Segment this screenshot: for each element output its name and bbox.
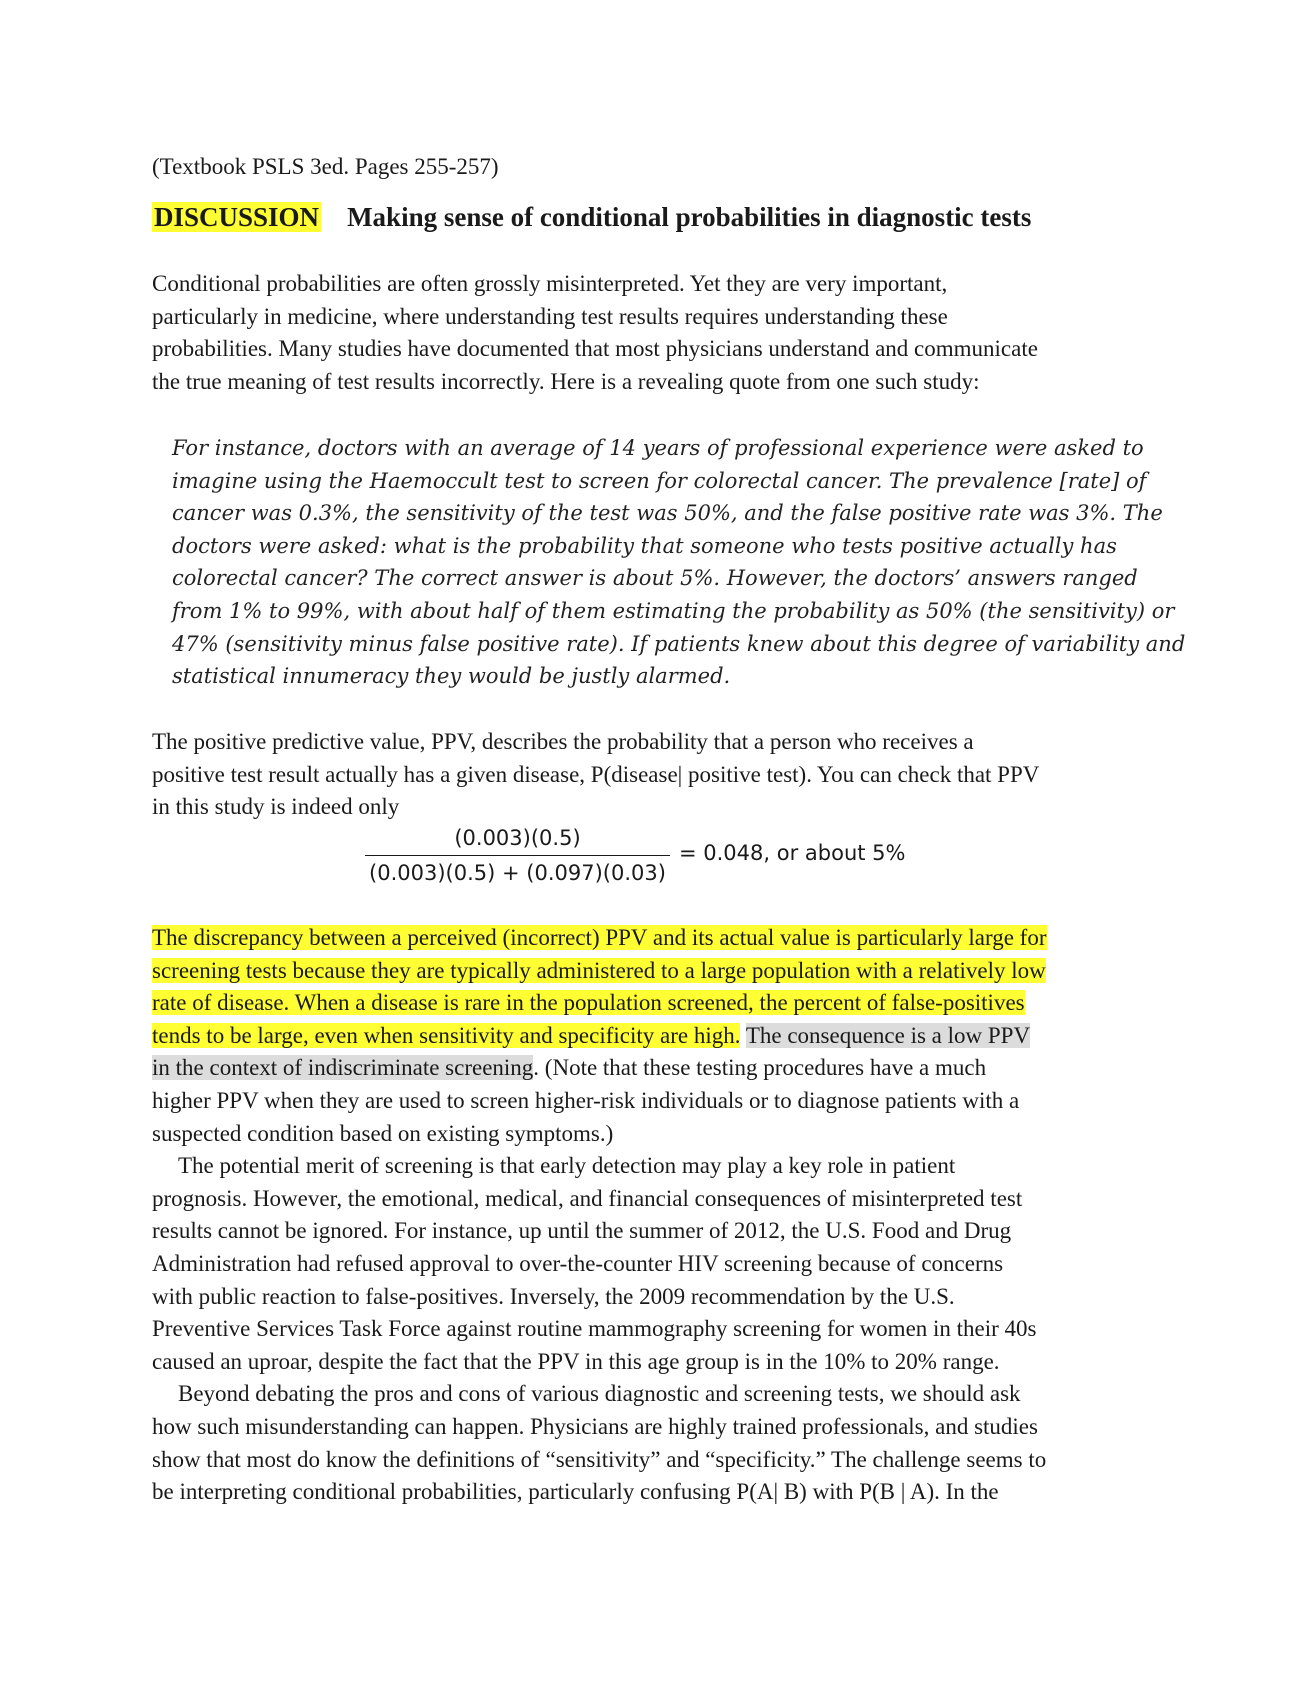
quote-line: from 1% to 99%, with about half of them estimating the probability as 50% (the sensitivity) or	[172, 598, 1175, 623]
heading-keyword: DISCUSSION	[154, 202, 320, 232]
text-line: in this study is indeed only	[152, 794, 400, 820]
ppv-paragraph	[152, 726, 1142, 824]
text-line: higher PPV when they are used to screen higher-risk individuals or to diagnose patients with a	[152, 1087, 1020, 1113]
quote-line: 47% (sensitivity minus false positive rate). If patients knew about this degree of variability and	[172, 631, 1186, 656]
block-quote	[172, 432, 1186, 693]
text-line: Conditional probabilities are often grossly misinterpreted. Yet they are very important,	[152, 271, 948, 296]
quote-line: statistical innumeracy they would be justly alarmed.	[172, 664, 731, 689]
highlight-gray: in the context of indiscriminate screening	[152, 1055, 534, 1081]
text-line	[152, 955, 1142, 988]
quote-line: imagine using the Haemoccult test to screen for colorectal cancer. The prevalence [rate] of	[172, 468, 1147, 493]
quote-line: For instance, doctors with an average of 14 years of professional experience were asked to	[172, 436, 1144, 460]
text-line: Preventive Services Task Force against routine mammography screening for women in their 40s	[152, 1316, 1037, 1342]
text-line: The positive predictive value, PPV, describes the probability that a person who receives a	[152, 729, 974, 754]
text-line: particularly in medicine, where understanding test results requires understanding these	[152, 303, 948, 329]
text-line: prognosis. However, the emotional, medical, and financial consequences of misinterpreted test	[152, 1185, 1023, 1211]
highlight-gray: The consequence is a low PPV	[745, 1022, 1031, 1048]
plain-text: . (Note that these testing procedures have a much	[533, 1055, 987, 1081]
text-line	[152, 1020, 1142, 1053]
highlight-yellow: rate of disease.	[152, 990, 290, 1016]
quote-line: colorectal cancer? The correct answer is about 5%. However, the doctors’ answers ranged	[172, 566, 1138, 591]
source-note: (Textbook PSLS 3ed. Pages 255-257)	[152, 154, 499, 179]
ppv-equation	[365, 823, 965, 883]
text-line: probabilities. Many studies have documented that most physicians understand and communicate	[152, 336, 1038, 362]
quote-line: doctors were asked: what is the probability that someone who tests positive actually has	[172, 533, 1117, 558]
quote-line: cancer was 0.3%, the sensitivity of the test was 50%, and the false positive rate was 3%. The	[172, 501, 1163, 526]
text-line: results cannot be ignored. For instance, up until the summer of 2012, the U.S. Food and Drug	[152, 1218, 1012, 1244]
highlight-yellow: When a disease is rare in the population screened, the percent of false-positives	[289, 990, 1025, 1016]
text-line: caused an uproar, despite the fact that the PPV in this age group is in the 10% to 20% range.	[152, 1348, 1000, 1374]
equation-numerator: (0.003)(0.5)	[454, 826, 581, 850]
heading-title: Making sense of conditional probabilities in diagnostic tests	[347, 202, 1032, 232]
text-line: The potential merit of screening is that early detection may play a key role in patient	[178, 1153, 956, 1179]
text-line	[152, 922, 1142, 955]
text-line	[152, 1052, 1142, 1085]
text-line: show that most do know the definitions of “sensitivity” and “specificity.” The challenge seems to	[152, 1446, 1047, 1472]
text-line: the true meaning of test results incorrectly. Here is a revealing quote from one such study:	[152, 368, 980, 394]
fraction	[365, 823, 670, 887]
highlight-yellow: screening tests because they are typically administered to a large population with a relatively low	[152, 957, 1046, 983]
intro-paragraph	[152, 268, 1142, 398]
spacer	[740, 1023, 745, 1048]
text-line: Beyond debating the pros and cons of various diagnostic and screening tests, we should ask	[178, 1381, 1021, 1407]
fraction-bar	[365, 855, 670, 856]
equation-denominator: (0.003)(0.5) + (0.097)(0.03)	[369, 861, 666, 885]
equation-result: = 0.048, or about 5%	[679, 841, 906, 865]
text-line: Administration had refused approval to over-the-counter HIV screening because of concerns	[152, 1250, 1004, 1276]
text-line: with public reaction to false-positives. Inversely, the 2009 recommendation by the U.S.	[152, 1283, 955, 1309]
text-line	[152, 987, 1142, 1020]
highlight-yellow: The discrepancy between a perceived (incorrect) PPV and its actual value is particularly large for	[152, 925, 1047, 950]
text-line: suspected condition based on existing symptoms.)	[152, 1120, 614, 1146]
section-heading	[152, 200, 1031, 234]
discussion-body	[152, 922, 1142, 1509]
text-line: positive test result actually has a given disease, P(disease| positive test). You can check that PPV	[152, 761, 1040, 787]
text-line: how such misunderstanding can happen. Physicians are highly trained professionals, and studies	[152, 1413, 1038, 1439]
text-line: be interpreting conditional probabilities, particularly confusing P(A| B) with P(B | A). In the	[152, 1479, 999, 1505]
highlight-yellow: tends to be large, even when sensitivity and specificity are high.	[152, 1022, 741, 1048]
